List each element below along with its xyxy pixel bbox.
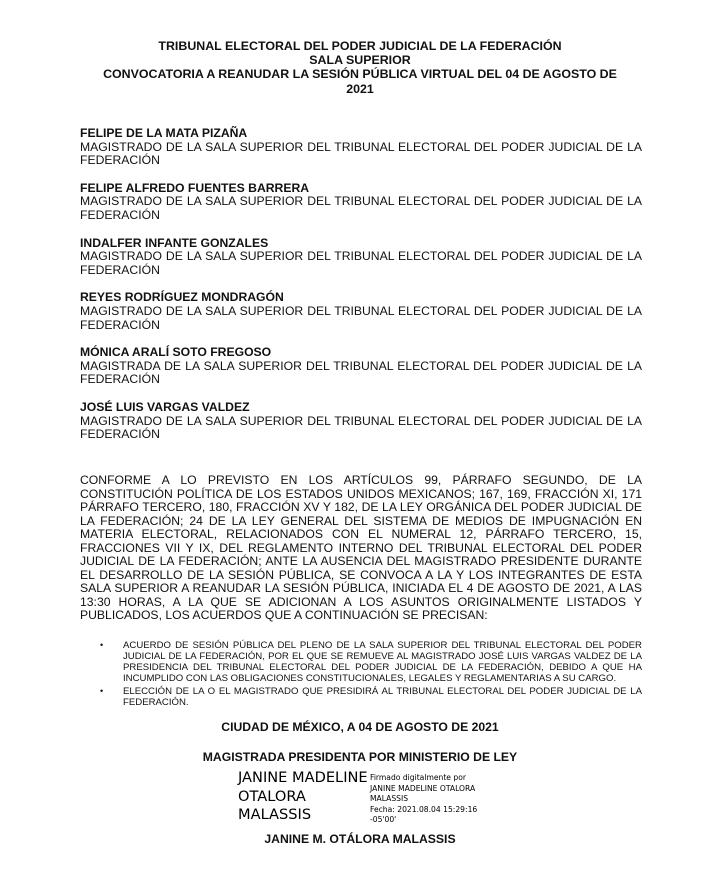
signature-name-line: JANINE MADELINE	[238, 769, 368, 786]
member-role: MAGISTRADO DE LA SALA SUPERIOR DEL TRIBUNAL ELECTORAL DEL PODER JUDICIAL DE LA FEDERACIÓN	[80, 194, 642, 222]
members-list	[80, 127, 642, 456]
member-entry	[80, 291, 642, 332]
member-name: MÓNICA ARALÍ SOTO FREGOSO	[80, 345, 272, 360]
signature-meta-line: -05'00'	[370, 815, 397, 825]
digital-signature-details	[370, 773, 520, 826]
member-entry	[80, 346, 642, 387]
signature-name-line: MALASSIS	[238, 806, 312, 823]
convocation-paragraph: CONFORME A LO PREVISTO EN LOS ARTÍCULOS 99, PÁRRAFO SEGUNDO, DE LA CONSTITUCIÓN POLÍTICA DE LOS ESTADOS UNIDOS MEXICANOS; 167, 169, FRACCIÓN XI, 171 PÁRRAFO TERCERO, 180, FRACCIÓN XV Y 182, DE LA LEY ORGÁNICA DEL PODER JUDICIAL DE LA FEDERACIÓN; 24 DE LA LEY GENERAL DEL SISTEMA DE MEDIOS DE IMPUGNACIÓN EN MATERIA ELECTORAL, RELACIONADOS CON EL NUMERAL 12, PÁRRAFO TERCERO, 15, FRACCIONES VII Y IX, DEL REGLAMENTO INTERNO DEL TRIBUNAL ELECTORAL DEL PODER JUDICIAL DE LA FEDERACIÓN; ANTE LA AUSENCIA DEL MAGISTRADO PRESIDENTE DURANTE EL DESARROLLO DE LA SESIÓN PÚBLICA, SE CONVOCA A LA Y LOS INTEGRANTES DE ESTA SALA SUPERIOR A REANUDAR LA SESIÓN PÚBLICA, INICIADA EL 4 DE AGOSTO DE 2021, A LAS 13:30 HORAS, A LA QUE SE ADICIONAN A LOS ASUNTOS ORIGINALMENTE LISTADOS Y PUBLICADOS, LOS ACUERDOS QUE A CONTINUACIÓN SE PRECISAN:	[80, 473, 642, 622]
member-name: REYES RODRÍGUEZ MONDRAGÓN	[80, 290, 284, 305]
agenda-item-text: ACUERDO DE SESIÓN PÚBLICA DEL PLENO DE LA SALA SUPERIOR DEL TRIBUNAL ELECTORAL DEL PODER JUDICIAL DE LA FEDERACIÓN, POR EL QUE SE REMUEVE AL MAGISTRADO JOSÉ LUIS VARGAS VALDEZ DE LA PRESIDENCIA DEL TRIBUNAL ELECTORAL DEL PODER JUDICIAL DE LA FEDERACIÓN, DEBIDO A QUE HA INCUMPLIDO CON LAS OBLIGACIONES CONSTITUCIONALES, LEGALES Y REGLAMENTARIAS A SU CARGO.	[123, 640, 642, 684]
member-entry	[80, 127, 642, 168]
header-year: 2021	[346, 81, 374, 96]
member-role: MAGISTRADO DE LA SALA SUPERIOR DEL TRIBUNAL ELECTORAL DEL PODER JUDICIAL DE LA FEDERACIÓN	[80, 139, 642, 168]
member-name: INDALFER INFANTE GONZALES	[80, 235, 269, 250]
header-tribunal: TRIBUNAL ELECTORAL DEL PODER JUDICIAL DE LA FEDERACIÓN	[158, 39, 562, 53]
city-date: CIUDAD DE MÉXICO, A 04 DE AGOSTO DE 2021	[221, 720, 499, 734]
agenda-item	[100, 640, 642, 684]
header-sala: SALA SUPERIOR	[309, 53, 411, 68]
signature-meta-line: MALASSIS	[370, 794, 409, 804]
member-role: MAGISTRADO DE LA SALA SUPERIOR DEL TRIBUNAL ELECTORAL DEL PODER JUDICIAL DE LA FEDERACIÓN	[80, 249, 642, 277]
bullet-icon: •	[100, 640, 104, 650]
digital-signature-name	[238, 769, 368, 825]
signature-meta-line: Firmado digitalmente por	[370, 773, 466, 782]
president-title: MAGISTRADA PRESIDENTA POR MINISTERIO DE LEY	[202, 750, 518, 764]
agenda-item-text: ELECCIÓN DE LA O EL MAGISTRADO QUE PRESIDIRÁ AL TRIBUNAL ELECTORAL DEL PODER JUDICIAL DE LA FEDERACIÓN.	[123, 686, 642, 708]
agenda-item	[100, 686, 642, 708]
signer-name: JANINE M. OTÁLORA MALASSIS	[264, 832, 456, 846]
member-entry	[80, 182, 642, 223]
bullet-icon: •	[100, 686, 104, 696]
member-name: FELIPE DE LA MATA PIZAÑA	[80, 126, 248, 140]
document-header	[60, 39, 660, 96]
member-role: MAGISTRADA DE LA SALA SUPERIOR DEL TRIBUNAL ELECTORAL DEL PODER JUDICIAL DE LA FEDERACIÓN	[80, 358, 642, 387]
member-role: MAGISTRADO DE LA SALA SUPERIOR DEL TRIBUNAL ELECTORAL DEL PODER JUDICIAL DE LA FEDERACIÓN	[80, 303, 642, 332]
member-entry	[80, 237, 642, 278]
agenda-items	[100, 640, 642, 710]
member-role: MAGISTRADO DE LA SALA SUPERIOR DEL TRIBUNAL ELECTORAL DEL PODER JUDICIAL DE LA FEDERACIÓN	[80, 413, 642, 442]
member-name: JOSÉ LUIS VARGAS VALDEZ	[80, 399, 250, 414]
signature-meta-line: JANINE MADELINE OTALORA	[370, 783, 476, 793]
signature-meta-line: Fecha: 2021.08.04 15:29:16	[370, 804, 478, 814]
header-convocatoria: CONVOCATORIA A REANUDAR LA SESIÓN PÚBLICA VIRTUAL DEL 04 DE AGOSTO DE	[103, 67, 617, 82]
member-name: FELIPE ALFREDO FUENTES BARRERA	[80, 180, 310, 195]
member-entry	[80, 401, 642, 442]
signature-name-line: OTALORA	[238, 787, 306, 805]
